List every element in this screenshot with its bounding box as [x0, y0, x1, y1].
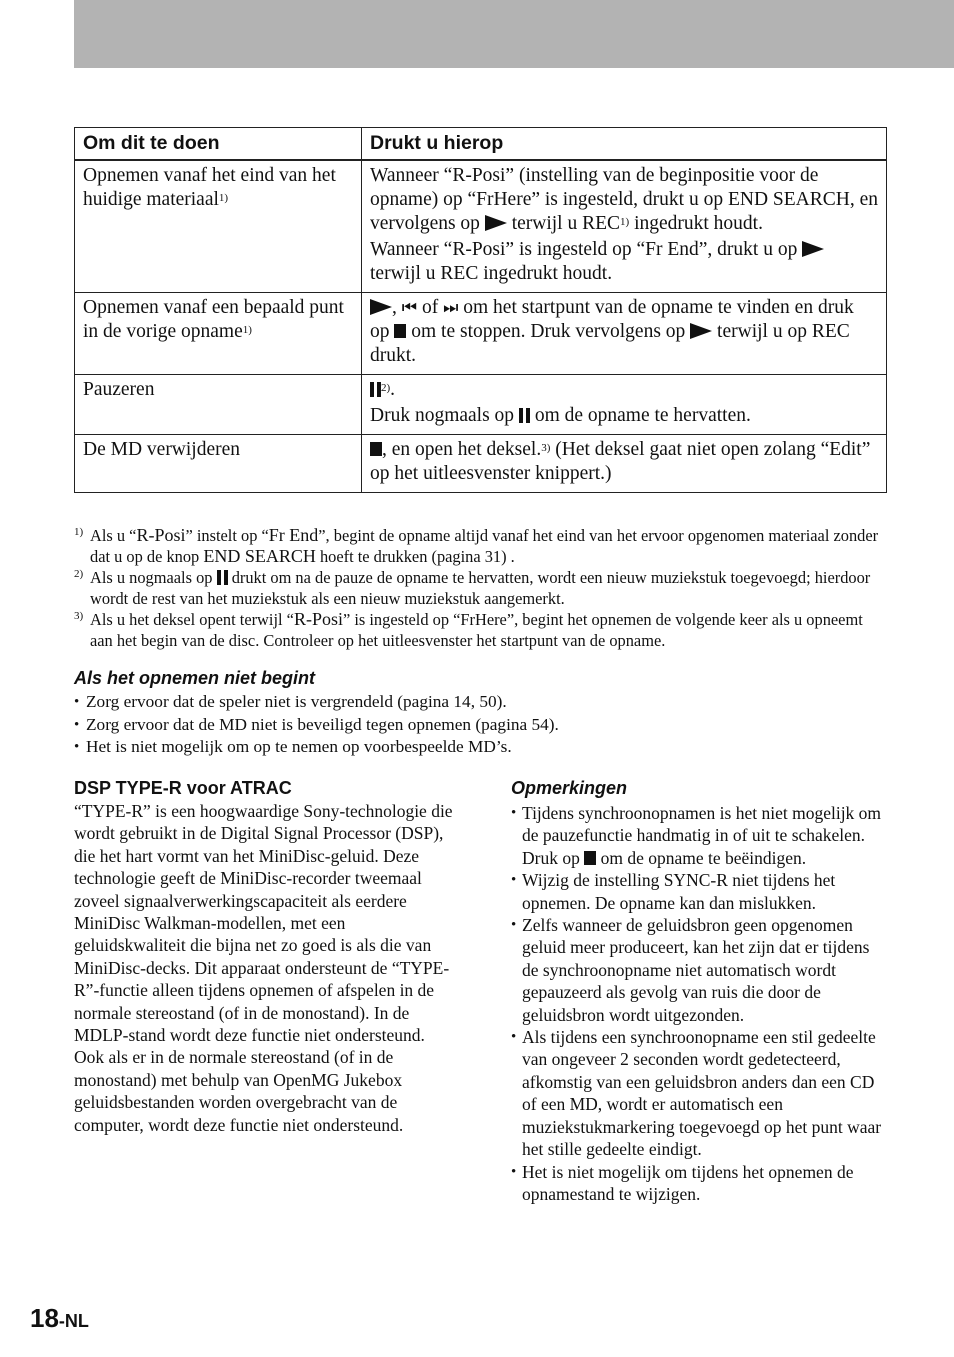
table-row	[75, 435, 887, 493]
list-item: • Als tijdens een synchroonopname een stil gedeelte van ongeveer 2 seconden wordt gedetecteerd, afkomstig van een geluidsbron anders dan een CD of een MD, wordt er automatisch een muziekstukmarkering toegevoegd op het punt waar het stille gedeelte eindigt.	[511, 1026, 887, 1160]
list-item: • Tijdens synchroonopnamen is het niet mogelijk om de pauzefunctie handmatig in of uit te schakelen. Druk op om de opname te beëindigen.	[511, 802, 887, 869]
not-begin-section	[74, 667, 889, 759]
column-header: Drukt u hierop	[362, 128, 887, 161]
list-item: • Zorg ervoor dat de speler niet is vergrendeld (pagina 14, 50).	[74, 691, 889, 714]
list-item: • Het is niet mogelijk om tijdens het opnemen de opnamestand te wijzigen.	[511, 1161, 887, 1206]
header-bar	[74, 0, 954, 68]
stop-icon	[394, 324, 406, 338]
pause-icon	[519, 405, 530, 426]
action-cell: De MD verwijderen	[75, 435, 362, 493]
pause-icon	[217, 568, 228, 587]
instruction-cell: Wanneer “R-Posi” (instelling van de beginpositie voor de opname) op “FrHere” is ingesteld, drukt u op END SEARCH, en vervolgens op terwijl u REC$^{1)}$ ingedrukt houdt. Wanneer “R-Posi” is ingesteld op “Fr End”, drukt u op terwijl u REC ingedrukt houdt.	[362, 160, 887, 293]
section-heading: Opmerkingen	[511, 778, 628, 798]
next-track-icon: ⏭	[443, 298, 459, 318]
list-item: • Zorg ervoor dat de MD niet is beveiligd tegen opnemen (pagina 54).	[74, 714, 889, 737]
action-cell: Pauzeren	[75, 375, 362, 435]
list-item: • Het is niet mogelijk om op te nemen op voorbespeelde MD’s.	[74, 736, 889, 759]
instruction-cell: , ⏮ of ⏭ om het startpunt van de opname te vinden en druk op om te stoppen. Druk vervolgens op terwijl u op REC drukt.	[362, 293, 887, 375]
pause-icon	[370, 379, 381, 400]
footnote: 2) Als u nogmaals op drukt om na de pauze de opname te hervatten, wordt een nieuw muziekstuk toegevoegd; hierdoor wordt de rest van het muziekstuk als een nieuw muziekstuk aangemerkt.	[74, 568, 871, 608]
footnote: 1) Als u “R-Posi” instelt op “Fr End”, begint de opname altijd vanaf het eind van het ervoor opgenomen materiaal zonder dat u op de knop END SEARCH hoeft te drukken (pagina 31) .	[74, 525, 879, 566]
operations-table	[74, 127, 887, 493]
page-number: 18-NL	[30, 1303, 89, 1333]
play-icon	[485, 215, 507, 231]
footnotes	[74, 525, 889, 651]
footnote: 3) Als u het deksel opent terwijl “R-Posi” is ingesteld op “FrHere”, begint het opnemen de volgende keer als u opneemt aan het begin van de disc. Controleer op het uitleesvenster het startpunt van de opname.	[74, 609, 863, 650]
table-header-row	[75, 128, 887, 161]
action-cell: Opnemen vanaf een bepaald punt in de vorige opname$^{1)}$	[75, 293, 362, 375]
column-header: Om dit te doen	[75, 128, 362, 161]
play-icon	[690, 323, 712, 339]
stop-icon	[584, 851, 596, 865]
list-item: • Wijzig de instelling SYNC-R niet tijdens het opnemen. De opname kan dan mislukken.	[511, 869, 887, 914]
instruction-cell: , en open het deksel.$^{3)}$ (Het deksel gaat niet open zolang “Edit” op het uitleesvenster knippert.)	[362, 435, 887, 493]
action-cell: Opnemen vanaf het eind van het huidige materiaal$^{1)}$	[75, 160, 362, 293]
dsp-section	[74, 777, 459, 1136]
section-heading: Als het opnemen niet begint	[74, 668, 316, 688]
table-row	[75, 160, 887, 293]
play-icon	[370, 299, 392, 315]
section-heading: DSP TYPE-R voor ATRAC	[74, 778, 292, 798]
dsp-body: “TYPE-R” is een hoogwaardige Sony-technologie die wordt gebruikt in de Digital Signal Processor (DSP), die het hart vormt van het MiniDisc-geluid. Deze technologie geeft de MiniDisc-recorder tweemaal zoveel signaalverwerkingscapaciteit als eerdere MiniDisc Walkman-modellen, met een geluidskwaliteit die bijna net zo goed is als die van MiniDisc-decks. Dit apparaat ondersteunt de “TYPE-R”-functie alleen tijdens opnemen of afspelen in de normale stereostand (of in de monostand). In de MDLP-stand wordt deze functie niet ondersteund. Ook als er in de normale stereostand (of in de monostand) met behulp van OpenMG Jukebox geluidsbestanden worden overgebracht van de computer, wordt deze functie niet ondersteund.	[74, 801, 453, 1135]
table-row	[75, 293, 887, 375]
table-row	[75, 375, 887, 435]
play-icon	[802, 241, 824, 257]
list-item: • Zelfs wanneer de geluidsbron geen opgenomen geluid meer produceert, kan het zijn dat er tijdens de synchroonopname niet automatisch wordt gepauzeerd als gevolg van ruis die door de geluidsbron wordt uitgezonden.	[511, 914, 887, 1026]
instruction-cell: $^{2)}$. Druk nogmaals op om de opname te hervatten.	[362, 375, 887, 435]
notes-section	[511, 777, 887, 1205]
previous-track-icon: ⏮	[401, 298, 418, 318]
stop-icon	[370, 442, 382, 456]
